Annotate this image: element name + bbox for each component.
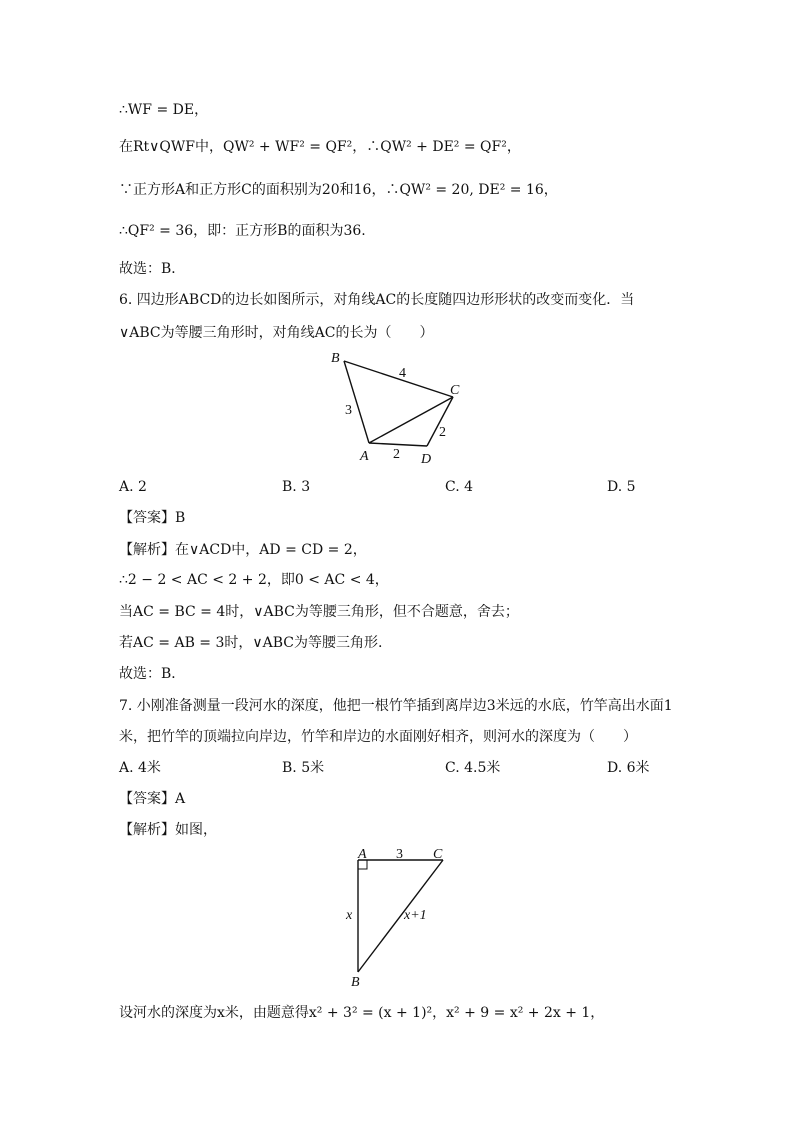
right-angle-mark — [358, 860, 367, 869]
q7-option-c: C. 4.5米 — [445, 760, 501, 776]
fig2-label-a: A — [358, 847, 367, 862]
fig2-label-c: C — [433, 847, 443, 862]
fig1-label-d: D — [421, 452, 432, 467]
fig2-side-ab: x — [346, 908, 353, 923]
q7-option-b: B. 5米 — [282, 760, 325, 776]
line-areas: ∵正方形A和正方形C的面积别为20和16，∴QW² = 20, DE² = 16， — [119, 182, 558, 198]
diagonal-ac — [369, 397, 453, 443]
fig1-side-ab: 3 — [345, 403, 352, 418]
question-7-line-1: 7. 小刚准备测量一段河水的深度，他把一根竹竿插到离岸边3米远的水底，竹竿高出水面1 — [119, 698, 673, 714]
line-area-b: ∴QF² = 36，即：正方形B的面积为36. — [119, 223, 366, 239]
line-wf-de: ∴WF = DE， — [119, 102, 209, 118]
line-choose-b: 故选：B． — [119, 261, 186, 277]
q6-option-c: C. 4 — [445, 479, 474, 495]
fig1-label-a: A — [360, 449, 369, 464]
q7-solution-2: 设河水的深度为x米，由题意得x² + 3² = (x + 1)²，x² + 9 = x² + 2x + 1， — [119, 1005, 605, 1021]
line-pythagoras: 在Rt∨QWF中，QW² + WF² = QF²，∴QW² + DE² = QF²， — [119, 139, 521, 155]
question-6-line-2: ∨ABC为等腰三角形时，对角线AC的长为（ ） — [119, 325, 434, 341]
fig1-side-cd: 2 — [439, 425, 446, 440]
q6-option-a: A. 2 — [119, 479, 147, 495]
q6-solution-3: 当AC = BC = 4时，∨ABC为等腰三角形，但不合题意，舍去； — [119, 604, 519, 620]
fig2-label-b: B — [351, 975, 360, 990]
quadrilateral-abcd — [344, 361, 453, 446]
fig1-label-b: B — [331, 351, 340, 366]
q6-answer: 【答案】B — [119, 510, 186, 526]
fig2-side-ac: 3 — [396, 847, 403, 862]
fig2-side-bc: x+1 — [404, 908, 427, 923]
fig1-side-ad: 2 — [393, 447, 400, 462]
q7-solution-1: 【解析】如图， — [119, 822, 217, 838]
fig1-label-c: C — [450, 383, 460, 398]
right-triangle-abc — [358, 860, 443, 972]
q6-option-d: D. 5 — [607, 479, 636, 495]
q7-answer: 【答案】A — [119, 791, 186, 807]
q6-solution-5: 故选：B． — [119, 666, 186, 682]
q6-solution-4: 若AC = AB = 3时，∨ABC为等腰三角形. — [119, 635, 383, 651]
fig1-side-bc: 4 — [399, 366, 406, 381]
question-6-line-1: 6. 四边形ABCD的边长如图所示，对角线AC的长度随四边形形状的改变而变化．当 — [119, 292, 635, 308]
q6-solution-2: ∴2 − 2 < AC < 2 + 2，即0 < AC < 4， — [119, 572, 389, 588]
q7-option-d: D. 6米 — [607, 760, 650, 776]
q6-option-b: B. 3 — [282, 479, 311, 495]
q7-option-a: A. 4米 — [119, 760, 161, 776]
q6-solution-1: 【解析】在∨ACD中，AD = CD = 2， — [119, 542, 367, 558]
question-7-line-2: 米，把竹竿的顶端拉向岸边，竹竿和岸边的水面刚好相齐，则河水的深度为（ ） — [119, 729, 637, 745]
